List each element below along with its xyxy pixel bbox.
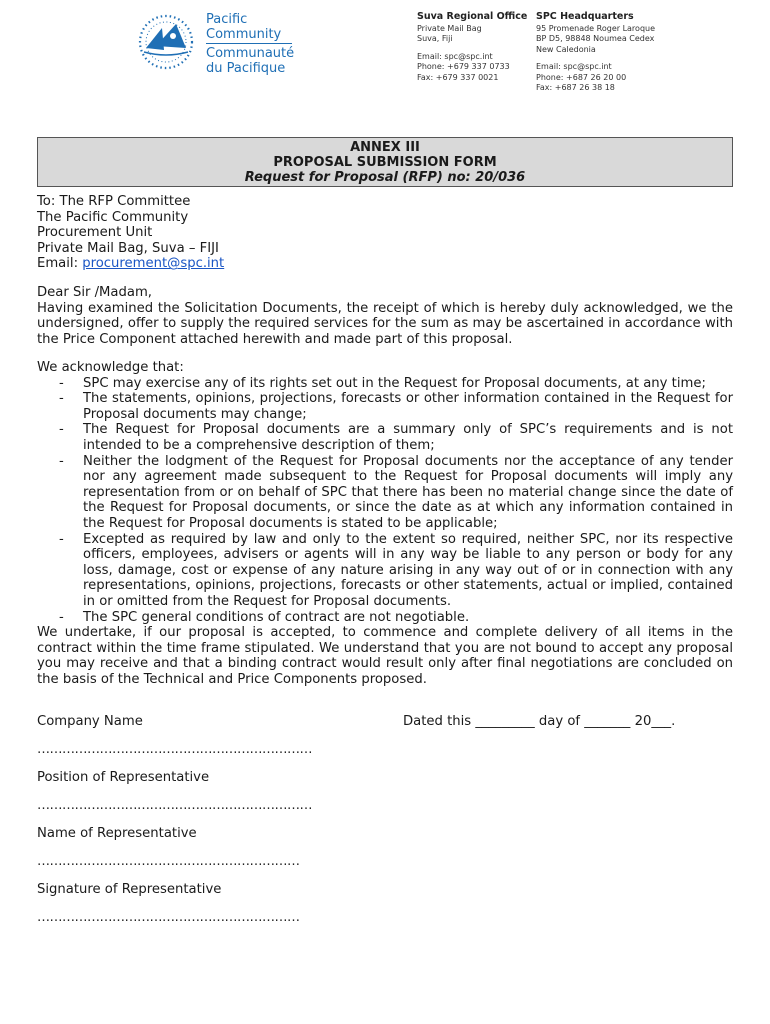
- list-item-text: The Request for Proposal documents are a summary only of SPC’s requirements and is not intended to be a comprehensive description of them;: [83, 422, 733, 453]
- bullet-dash: -: [59, 453, 64, 469]
- list-item: [37, 391, 733, 422]
- suva-office-line: Fax: +679 337 0021: [417, 72, 499, 82]
- suva-office-title: Suva Regional Office: [417, 11, 528, 22]
- list-item: [37, 422, 733, 453]
- list-item: [37, 376, 733, 392]
- org-name-en-1: Pacific: [206, 12, 248, 27]
- company-name-label: Company Name: [37, 714, 143, 729]
- hq-office-line: BP D5, 98848 Noumea Cedex: [536, 34, 655, 43]
- hq-office-line: 95 Promenade Roger Laroque: [536, 23, 656, 33]
- signature-label: Signature of Representative: [37, 882, 222, 897]
- hq-office-line: Fax: +687 26 38 18: [536, 83, 615, 92]
- rfp-number: Request for Proposal (RFP) no: 20/036: [244, 170, 526, 185]
- company-name-field[interactable]: …………………………………………………………: [37, 742, 312, 757]
- ack-list: [37, 376, 733, 626]
- bullet-dash: -: [59, 609, 64, 625]
- org-name-divider: [206, 43, 292, 44]
- list-item-text: Excepted as required by law and only to the extent so required, neither SPC, nor its respective officers, employees, advisers or agents will in any way be liable to any person or body for any loss, damage, cost or expense of any nature arising in any way out of or in connection with any representations, opinions, projections, forecasts or other statements, actual or implied, contained in or omitted from the Request for Proposal documents.: [83, 531, 733, 609]
- org-name-fr-1: Communauté: [206, 46, 295, 61]
- suva-office-line: Suva, Fiji: [417, 34, 453, 43]
- letter-intro: [37, 285, 733, 347]
- hq-office-block: [536, 12, 655, 94]
- suva-office-line: Phone: +679 337 0733: [417, 62, 510, 71]
- bullet-dash: -: [59, 422, 64, 438]
- list-item-text: The statements, opinions, projections, forecasts or other information contained in the Request for Proposal documents may change;: [83, 391, 733, 422]
- list-item: [37, 532, 733, 610]
- signature-field[interactable]: ………………………………………………………: [37, 910, 300, 925]
- dated-line[interactable]: Dated this _________ day of _______ 20___.: [403, 714, 676, 729]
- form-title: PROPOSAL SUBMISSION FORM: [273, 155, 497, 170]
- address-to: To: The RFP Committee: [37, 194, 191, 209]
- hq-office-title: SPC Headquarters: [536, 11, 634, 22]
- hq-office-line: Phone: +687 26 20 00: [536, 72, 627, 82]
- address-org: The Pacific Community: [37, 209, 189, 225]
- acknowledgements: [37, 360, 733, 687]
- bullet-dash: -: [59, 375, 64, 391]
- ack-heading: We acknowledge that:: [37, 360, 184, 375]
- position-label: Position of Representative: [37, 770, 210, 785]
- salutation: Dear Sir /Madam,: [37, 285, 153, 300]
- list-item-text: Neither the lodgment of the Request for Proposal documents nor the acceptance of any tender nor any agreement made subsequent to the Request for Proposal documents will imply any representation from or on behalf of SPC that there has been no material change since the date of the Request for Proposal documents, or since the date as at which any information contained in the Request for Proposal documents is stated to be applicable;: [83, 453, 733, 531]
- bullet-dash: -: [59, 391, 64, 407]
- org-name-en-2: Community: [206, 27, 282, 42]
- address-email-line: [37, 256, 733, 272]
- email-link[interactable]: procurement@spc.int: [82, 256, 225, 272]
- list-item: [37, 454, 733, 532]
- position-field[interactable]: …………………………………………………………: [37, 798, 312, 813]
- intro-paragraph: Having examined the Solicitation Documents, the receipt of which is hereby duly acknowledged, we the undersigned, offer to supply the required services for the sum as may be ascertained in accordance with the Price Component attached herewith and made part of this proposal.: [37, 300, 733, 347]
- name-field[interactable]: ………………………………………………………: [37, 854, 300, 869]
- address-unit: Procurement Unit: [37, 225, 153, 241]
- list-item-text: SPC may exercise any of its rights set out in the Request for Proposal documents, at any time;: [83, 375, 706, 391]
- hq-office-line: Email: spc@spc.int: [536, 62, 612, 71]
- suva-office-line: Email: spc@spc.int: [417, 51, 493, 61]
- annex-number: ANNEX III: [350, 140, 420, 155]
- spc-logo: [136, 12, 196, 72]
- suva-office-block: [417, 12, 527, 83]
- annex-title-box: [37, 137, 733, 187]
- list-item-text: The SPC general conditions of contract are not negotiable.: [83, 609, 470, 625]
- list-item: [37, 610, 733, 626]
- email-label: Email:: [37, 256, 79, 272]
- undertake-paragraph: We undertake, if our proposal is accepted, to commence and complete delivery of all items in the contract within the time frame stipulated. We understand that you are not bound to accept any proposal you may receive and that a binding contract would result only after final negotiations are concluded on the basis of the Technical and Price Components proposed.: [37, 625, 733, 687]
- spc-logo-icon: [136, 12, 196, 72]
- suva-office-line: Private Mail Bag: [417, 23, 482, 33]
- hq-office-line: New Caledonia: [536, 44, 596, 54]
- name-label: Name of Representative: [37, 826, 197, 841]
- org-names: [206, 12, 294, 76]
- bullet-dash: -: [59, 531, 64, 547]
- recipient-address: [37, 194, 733, 272]
- org-name-fr-2: du Pacifique: [206, 61, 286, 76]
- address-mail: Private Mail Bag, Suva – FIJI: [37, 240, 219, 256]
